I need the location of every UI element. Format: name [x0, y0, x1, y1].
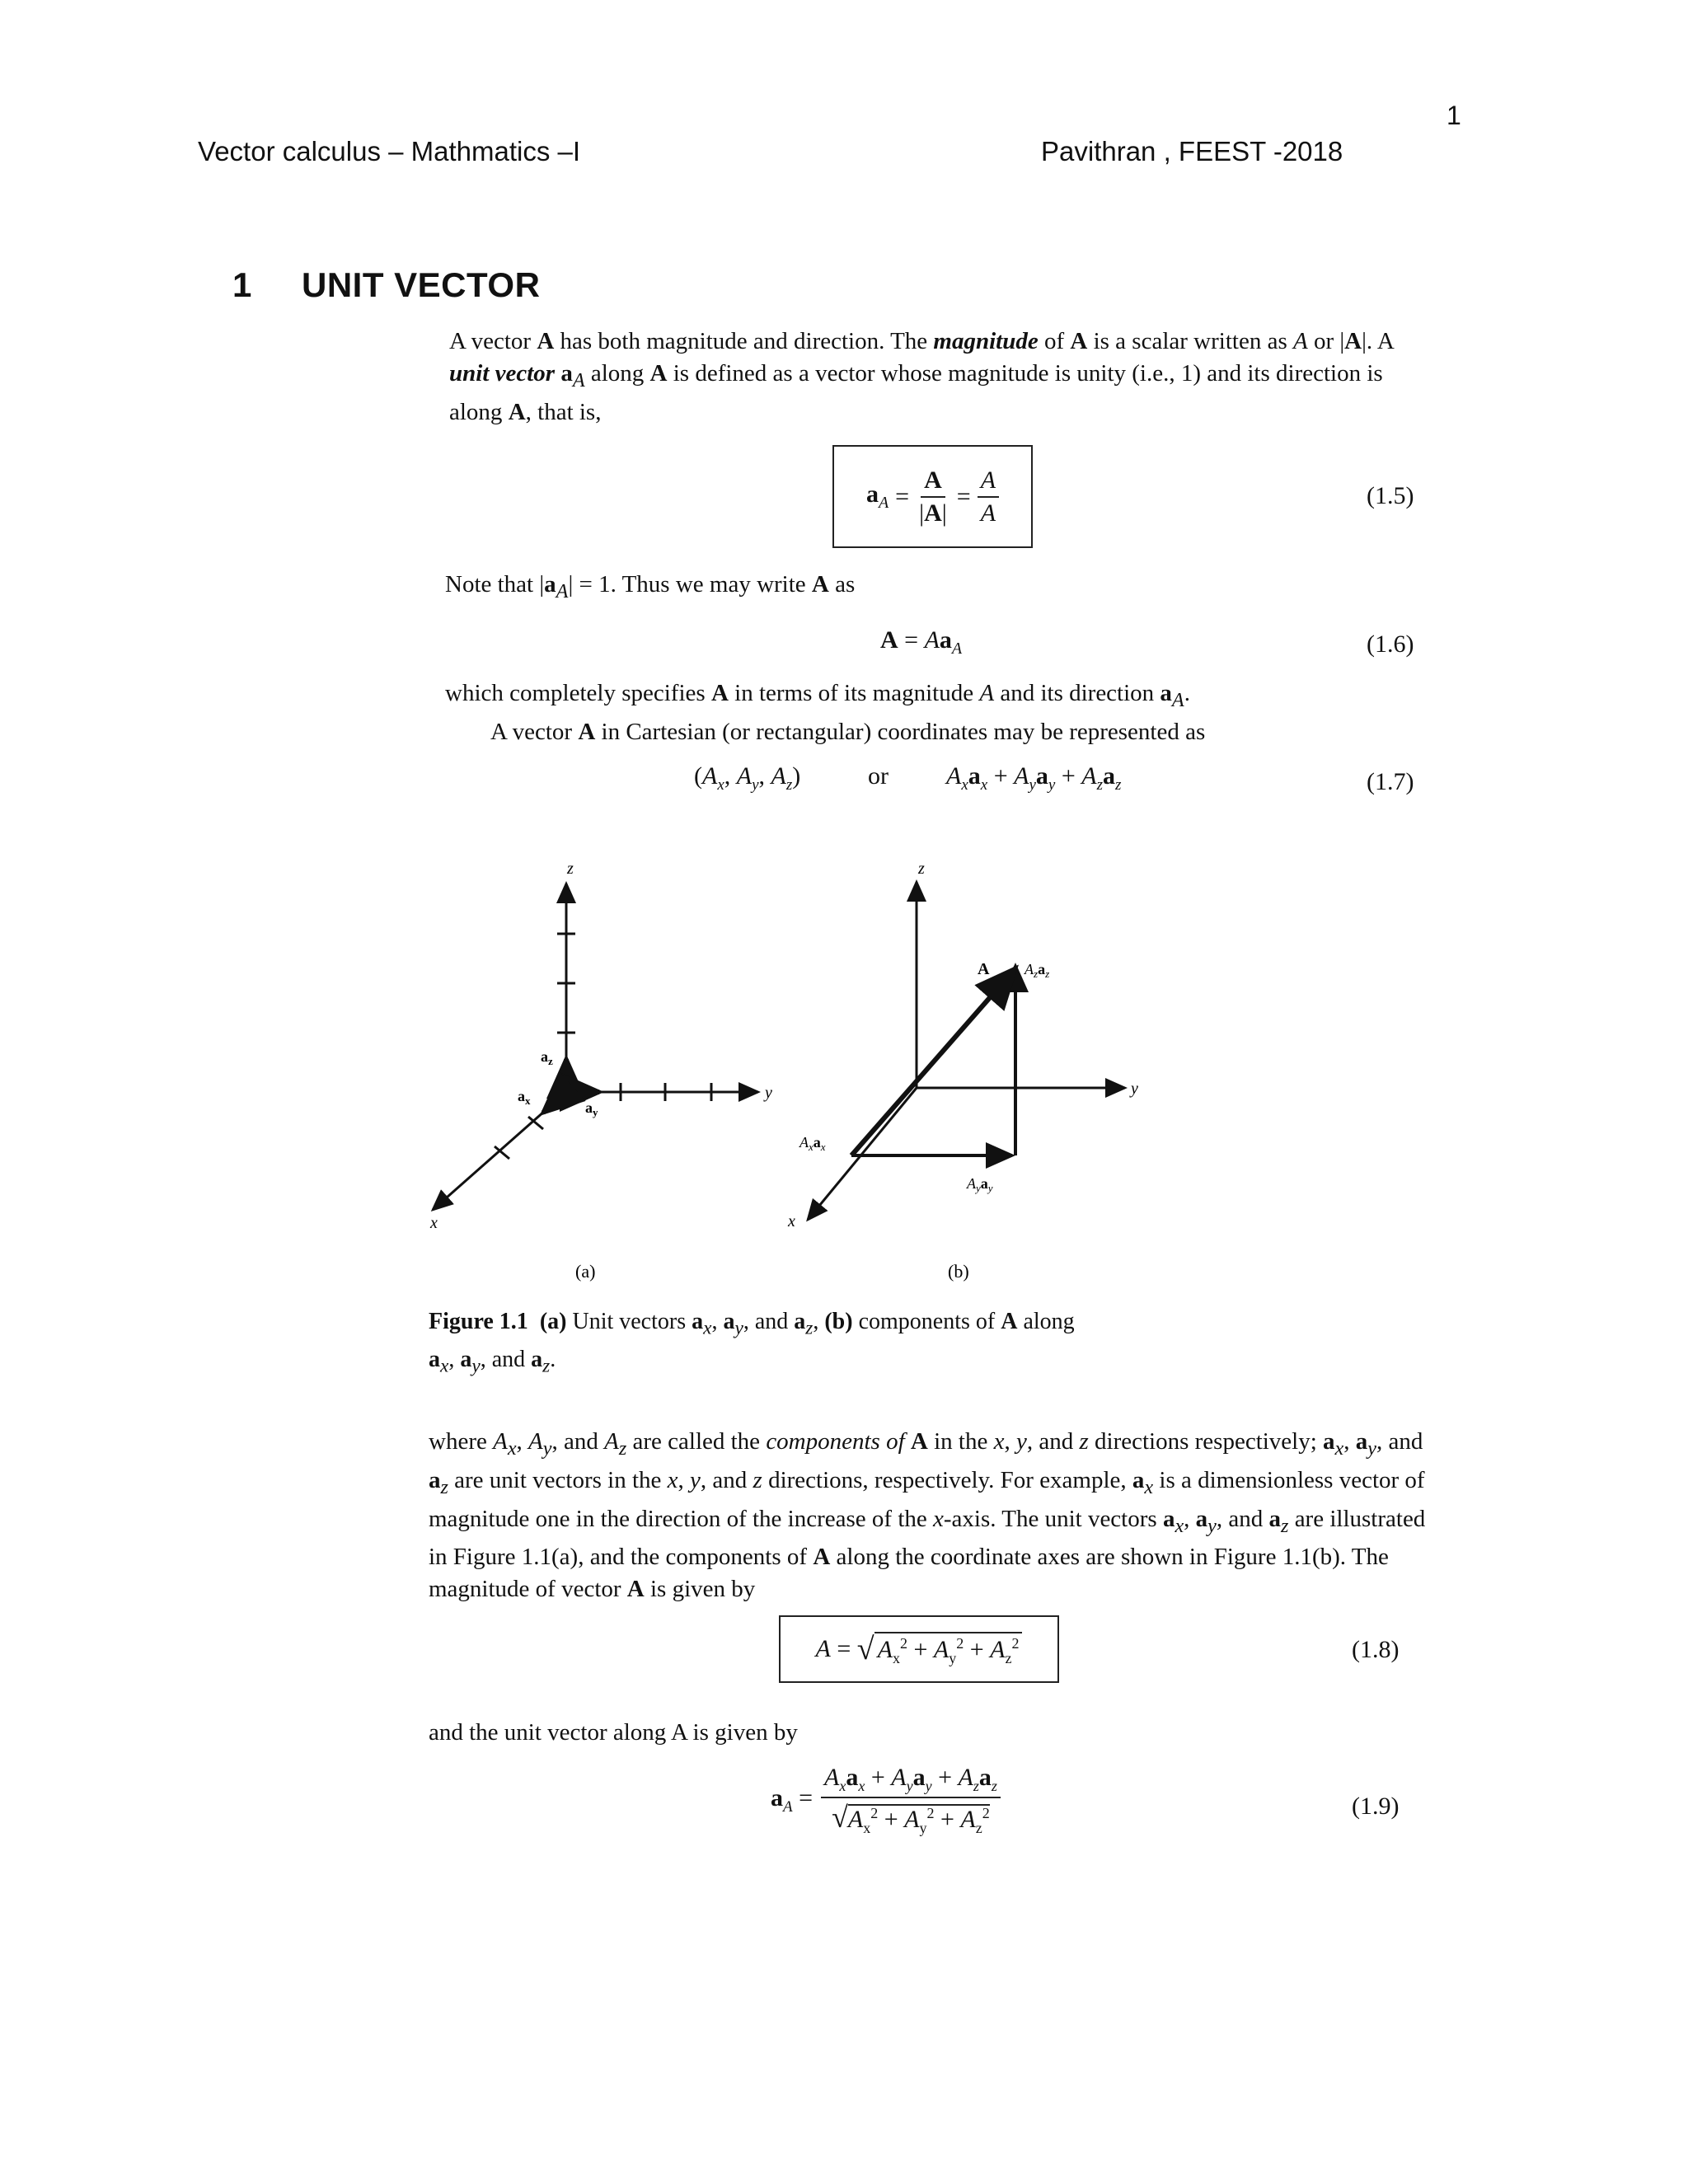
equation-1-5-frac2: $\frac{A}{A}$: [978, 466, 999, 527]
page-number: 1: [1447, 101, 1461, 130]
fig-a-x-label: x: [430, 1214, 438, 1232]
equation-1-8-box: A = √ $A_x^2 + A_y^2 + A_z^2$: [779, 1615, 1059, 1683]
fig-a-ax-vector: [543, 1092, 566, 1113]
figure-caption: Figure 1.1 (a) Unit vectors $a_x$, $a_y$, and $a_z$, (b) components of A along $a_x$, $a_y$, and $a_z$.: [429, 1309, 1075, 1377]
where-paragraph: where $A_x$, $A_y$, and $A_z$ are called the components of A in the x, y, and z directions respectively; $a_x$, $a_y$, and $a_z$ are unit vectors in the x, y, and z directions, respectively. For example, $a_x$ is a dimensionless vector of magnitude one in the direction of the increase of the x-axis. The unit vectors $a_x$, $a_y$, and $a_z$ are illustrated in Figure 1.1(a), and the components of A along the coordinate axes are shown in Figure 1.1(b). The magnitude of vector A is given by: [429, 1428, 1426, 1603]
fig-a-label: (a): [575, 1261, 596, 1282]
figure-1-1a: [429, 860, 772, 1282]
fig-b-z-label: z: [918, 860, 925, 878]
equation-1-9-number: (1.9): [1352, 1793, 1400, 1820]
equation-1-5-frac1: $\frac{A}{|A|}$: [919, 466, 947, 527]
fig-a-ay-label: $a_y$: [585, 1099, 598, 1118]
fig-a-az-label: $a_z$: [541, 1048, 553, 1067]
fig-b-label: (b): [948, 1261, 969, 1282]
fig-b-azaz-label: $A_za_z$: [1025, 961, 1050, 980]
equation-1-8-number: (1.8): [1352, 1636, 1400, 1663]
fig-a-z-label: z: [567, 860, 574, 878]
fig-b-ayay-label: $A_ya_y$: [967, 1175, 993, 1194]
figure-1-1: [396, 849, 1187, 1310]
section-number: 1: [232, 265, 252, 304]
unit-along-paragraph: and the unit vector along A is given by: [429, 1719, 798, 1746]
intro-paragraph: A vector A has both magnitude and direction. The magnitude of A is a scalar written as A or |A|. A unit vector $a_A$ along A is defined as a vector whose magnitude is unity (i.e., 1) and its direction is along A, that is,: [449, 328, 1394, 425]
equation-1-5-lhs: $a_A$: [865, 480, 889, 512]
header-left: Vector calculus – Mathmatics –I: [198, 136, 581, 166]
fig-a-ax-label: $a_x$: [518, 1088, 531, 1107]
note-paragraph: Note that $|a_A| = 1$. Thus we may write A as: [445, 571, 856, 602]
equation-1-7-number: (1.7): [1367, 768, 1414, 795]
figure-1-1b: [787, 860, 1138, 1282]
equation-1-6: $A = Aa_A$: [880, 626, 963, 658]
header-right: Pavithran , FEEST -2018: [1041, 136, 1343, 166]
fig-a-y-label: y: [765, 1084, 772, 1102]
equation-1-7-tuple: ($A_x$, $A_y$, $A_z$): [694, 762, 801, 794]
fig-b-y-label: y: [1131, 1080, 1138, 1098]
fig-b-x-label: x: [788, 1212, 795, 1230]
equation-1-6-number: (1.6): [1367, 630, 1414, 658]
equation-1-7-or: or: [868, 762, 889, 790]
equation-1-9: $a_A$ = $\frac{A_xa_x + A_ya_y + A_za_z}{√A_x^2 + A_y^2 + A_z^2}$: [771, 1764, 1001, 1837]
completely-paragraph: which completely specifies A in terms of its magnitude A and its direction $a_A$. A vector A in Cartesian (or rectangular) coordinates may be represented as: [445, 680, 1206, 745]
fig-b-axax-label: $A_xa_x$: [799, 1134, 826, 1153]
section-title: UNIT VECTOR: [302, 265, 541, 304]
equation-1-7-sum: $A_xa_x + A_ya_y + A_za_z$: [946, 762, 1122, 794]
equation-1-5-number: (1.5): [1367, 482, 1414, 509]
fig-b-A-vector: [851, 968, 1015, 1155]
fig-b-A-label: A: [978, 960, 990, 978]
equation-1-5-box: $a_A$ = $\frac{A}{|A|}$ = $\frac{A}{A}$: [832, 445, 1033, 548]
